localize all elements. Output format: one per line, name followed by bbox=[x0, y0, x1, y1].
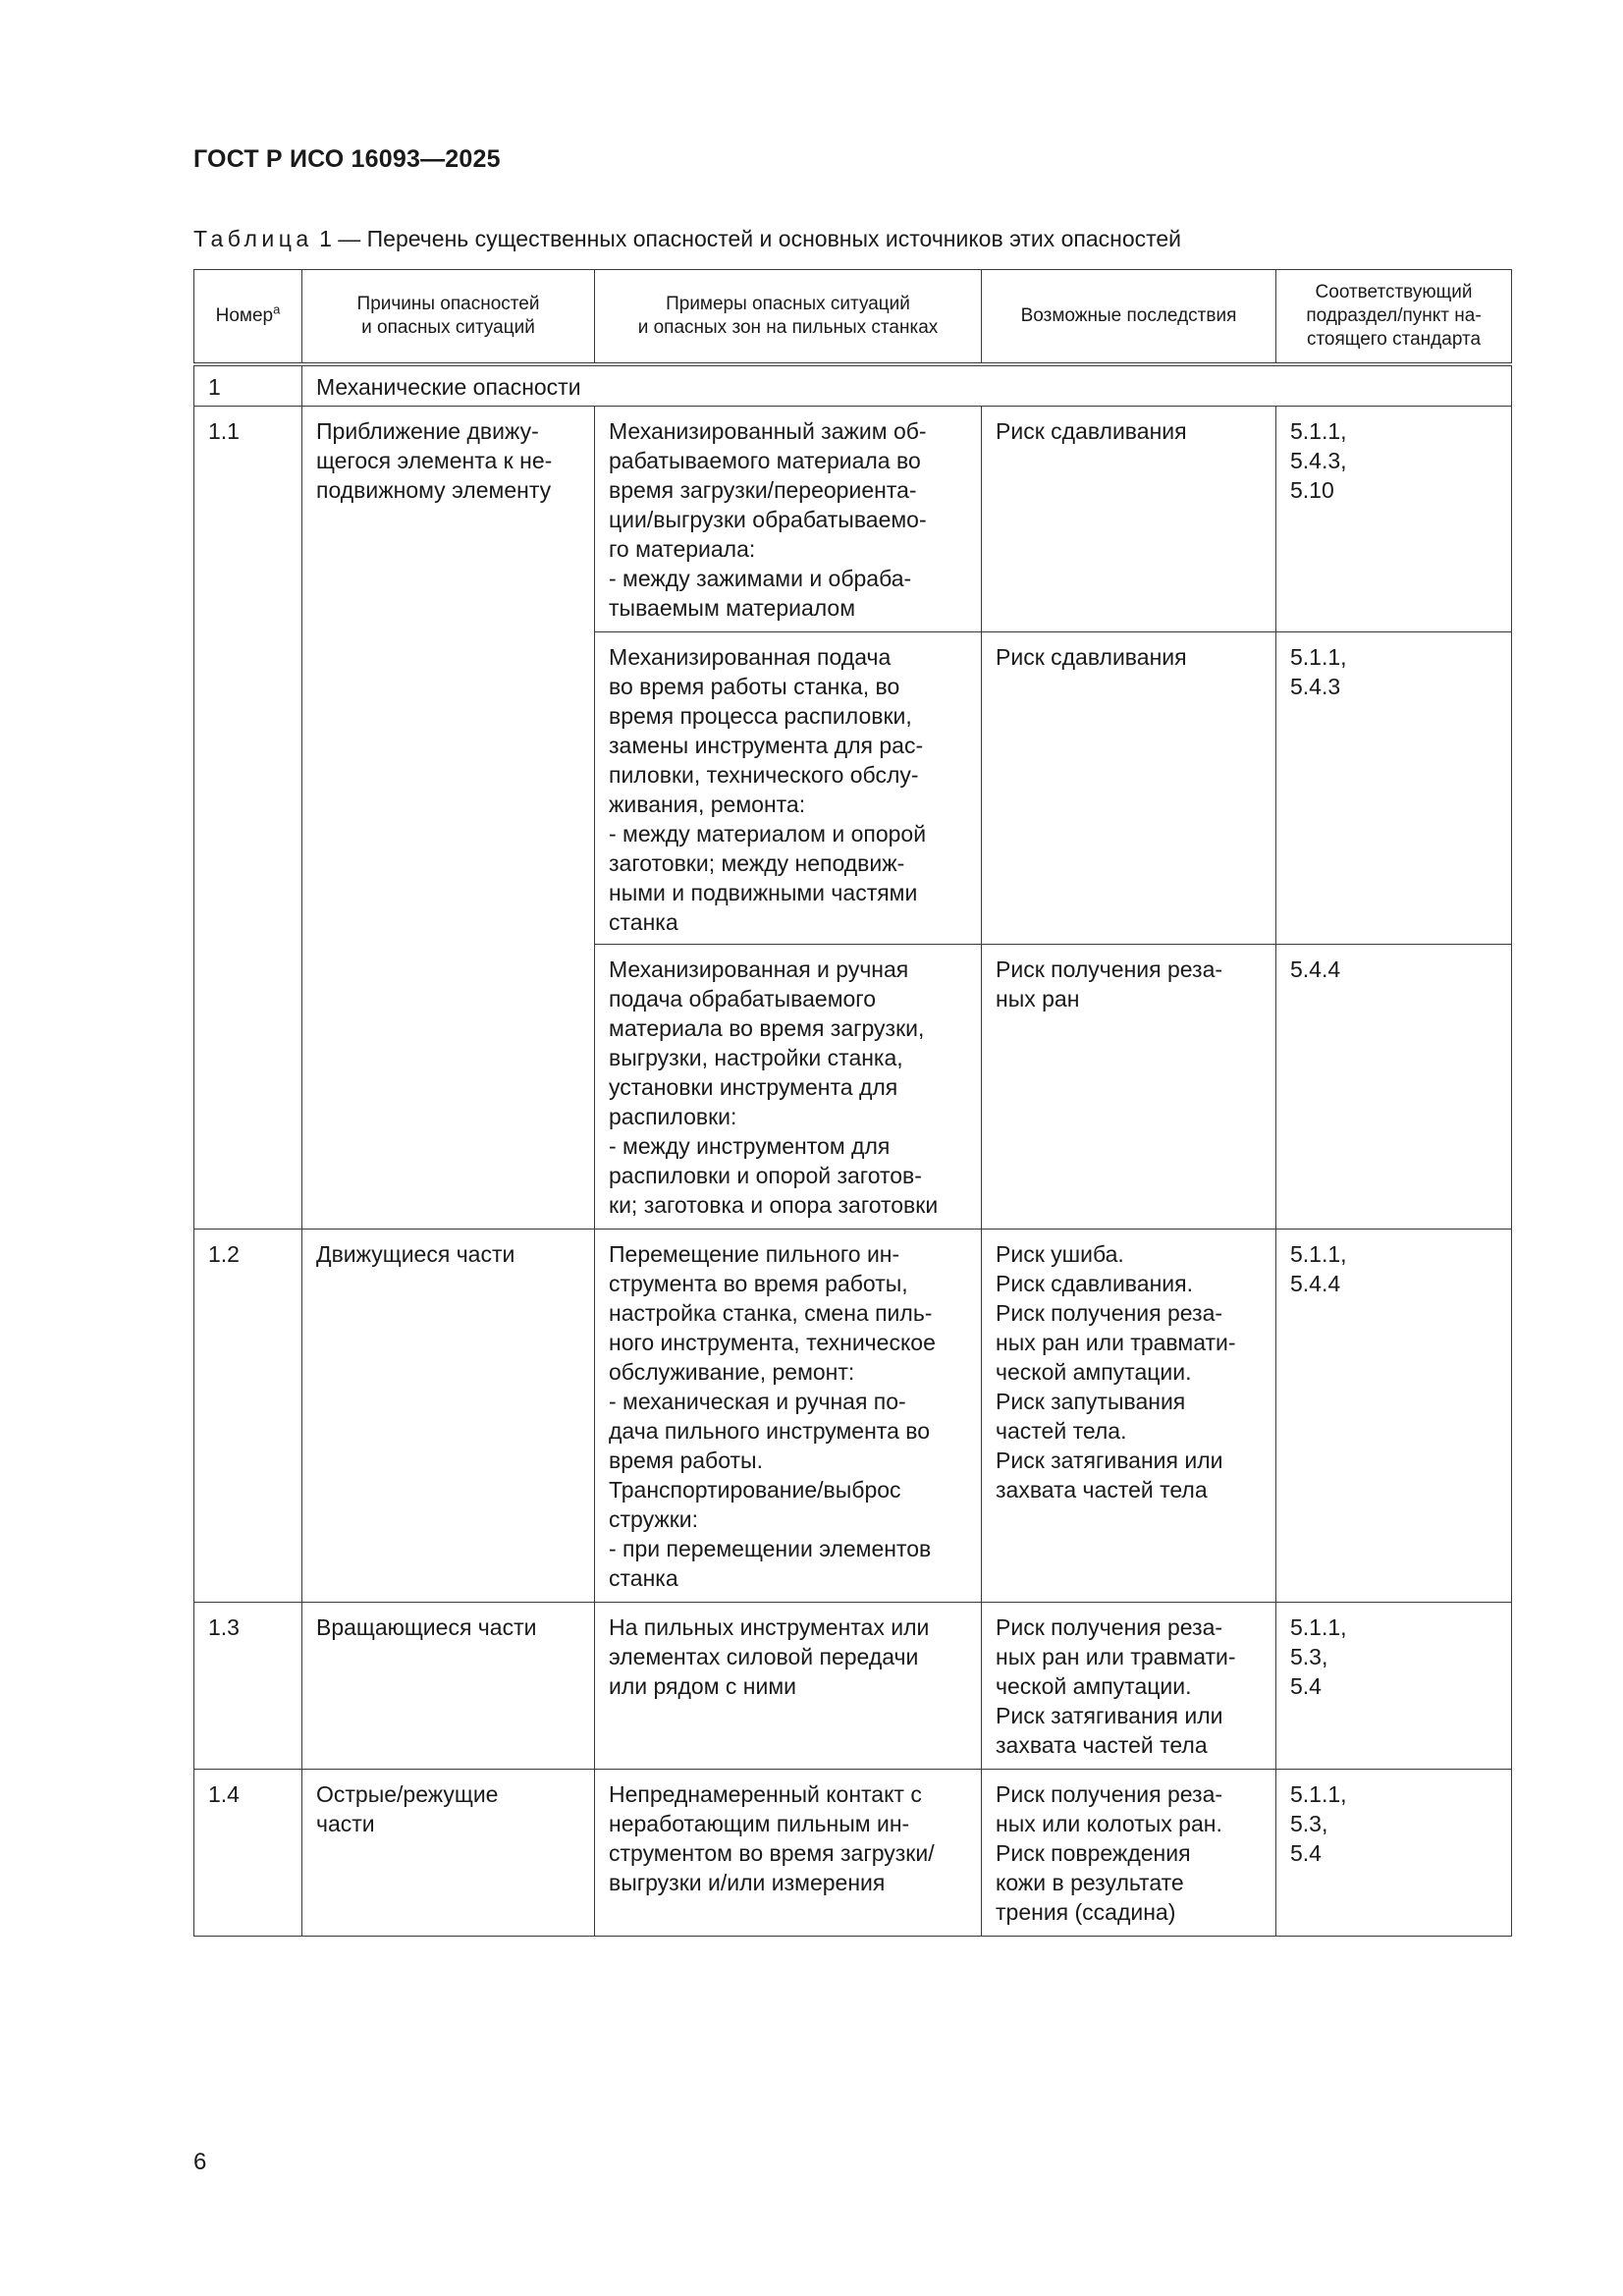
table-row bbox=[194, 1770, 1512, 1937]
row-cause: Вращающиеся части bbox=[302, 1603, 595, 1770]
group-row bbox=[194, 364, 1512, 407]
document-id: ГОСТ Р ИСО 16093—2025 bbox=[193, 145, 501, 173]
row-example: Механизированный зажим об- рабатываемого материала во время загрузки/переориента- ции/выгрузки обрабатываемо- го материала: - между зажимами и обраба- тываемым материалом bbox=[595, 407, 982, 632]
row-cause: Движущиеся части bbox=[302, 1230, 595, 1603]
table-row bbox=[194, 407, 1512, 632]
row-number: 1.4 bbox=[194, 1770, 302, 1937]
row-cause: Острые/режущие части bbox=[302, 1770, 595, 1937]
footnote-marker: a bbox=[273, 301, 281, 317]
row-example: Непреднамеренный контакт с неработающим пильным ин- струментом во время загрузки/ выгрузки и/или измерения bbox=[595, 1770, 982, 1937]
row-consequence: Риск получения реза- ных или колотых ран. Риск повреждения кожи в результате трения (ссадина) bbox=[982, 1770, 1276, 1937]
row-consequence: Риск сдавливания bbox=[982, 632, 1276, 945]
header-clause: Соответствующий подраздел/пункт на- стоящего стандарта bbox=[1276, 270, 1512, 365]
caption-label: Таблица bbox=[193, 226, 313, 251]
row-number: 1.3 bbox=[194, 1603, 302, 1770]
row-example: Механизированная подача во время работы станка, во время процесса распиловки, замены инструмента для рас- пиловки, технического обслу- живания, ремонта: - между материалом и опорой заготовки; между неподвиж- ными и подвижными частями станка bbox=[595, 632, 982, 945]
group-title: Механические опасности bbox=[302, 364, 1512, 407]
row-consequence: Риск сдавливания bbox=[982, 407, 1276, 632]
row-clause: 5.1.1, 5.3, 5.4 bbox=[1276, 1770, 1512, 1937]
header-examples: Примеры опасных ситуаций и опасных зон на пильных станках bbox=[595, 270, 982, 365]
hazards-table bbox=[193, 269, 1512, 1937]
header-number: Номер$^a$ bbox=[194, 270, 302, 365]
row-number: 1.1 bbox=[194, 407, 302, 1230]
row-clause: 5.1.1, 5.4.3, 5.10 bbox=[1276, 407, 1512, 632]
table-row bbox=[194, 1230, 1512, 1603]
row-example: На пильных инструментах или элементах силовой передачи или рядом с ними bbox=[595, 1603, 982, 1770]
table-caption bbox=[193, 226, 1181, 252]
row-example: Механизированная и ручная подача обрабатываемого материала во время загрузки, выгрузки, настройки станка, установки инструмента для распиловки: - между инструментом для распиловки и опорой заготов- ки; заготовка и опора заготовки bbox=[595, 945, 982, 1230]
row-clause: 5.1.1, 5.4.4 bbox=[1276, 1230, 1512, 1603]
caption-text: 1 — Перечень существенных опасностей и основных источников этих опасностей bbox=[312, 226, 1182, 251]
row-clause: 5.1.1, 5.4.3 bbox=[1276, 632, 1512, 945]
row-consequence: Риск ушиба. Риск сдавливания. Риск получения реза- ных ран или травмати- ческой ампутации. Риск запутывания частей тела. Риск затягивания или захвата частей тела bbox=[982, 1230, 1276, 1603]
table-header-row bbox=[194, 270, 1512, 365]
header-causes: Причины опасностей и опасных ситуаций bbox=[302, 270, 595, 365]
row-consequence: Риск получения реза- ных ран или травмати- ческой ампутации. Риск затягивания или захвата частей тела bbox=[982, 1603, 1276, 1770]
header-consequences: Возможные последствия bbox=[982, 270, 1276, 365]
row-example: Перемещение пильного ин- струмента во время работы, настройка станка, смена пиль- ного инструмента, техническое обслуживание, ремонт: - механическая и ручная по- дача пильного инструмента во время работы. Транспортирование/выброс стружки: - при перемещении элементов станка bbox=[595, 1230, 982, 1603]
row-number: 1.2 bbox=[194, 1230, 302, 1603]
row-cause: Приближение движу- щегося элемента к не- подвижному элементу bbox=[302, 407, 595, 1230]
group-number: 1 bbox=[194, 364, 302, 407]
page-number: 6 bbox=[193, 2149, 207, 2175]
table-row bbox=[194, 1603, 1512, 1770]
row-clause: 5.1.1, 5.3, 5.4 bbox=[1276, 1603, 1512, 1770]
row-consequence: Риск получения реза- ных ран bbox=[982, 945, 1276, 1230]
row-clause: 5.4.4 bbox=[1276, 945, 1512, 1230]
